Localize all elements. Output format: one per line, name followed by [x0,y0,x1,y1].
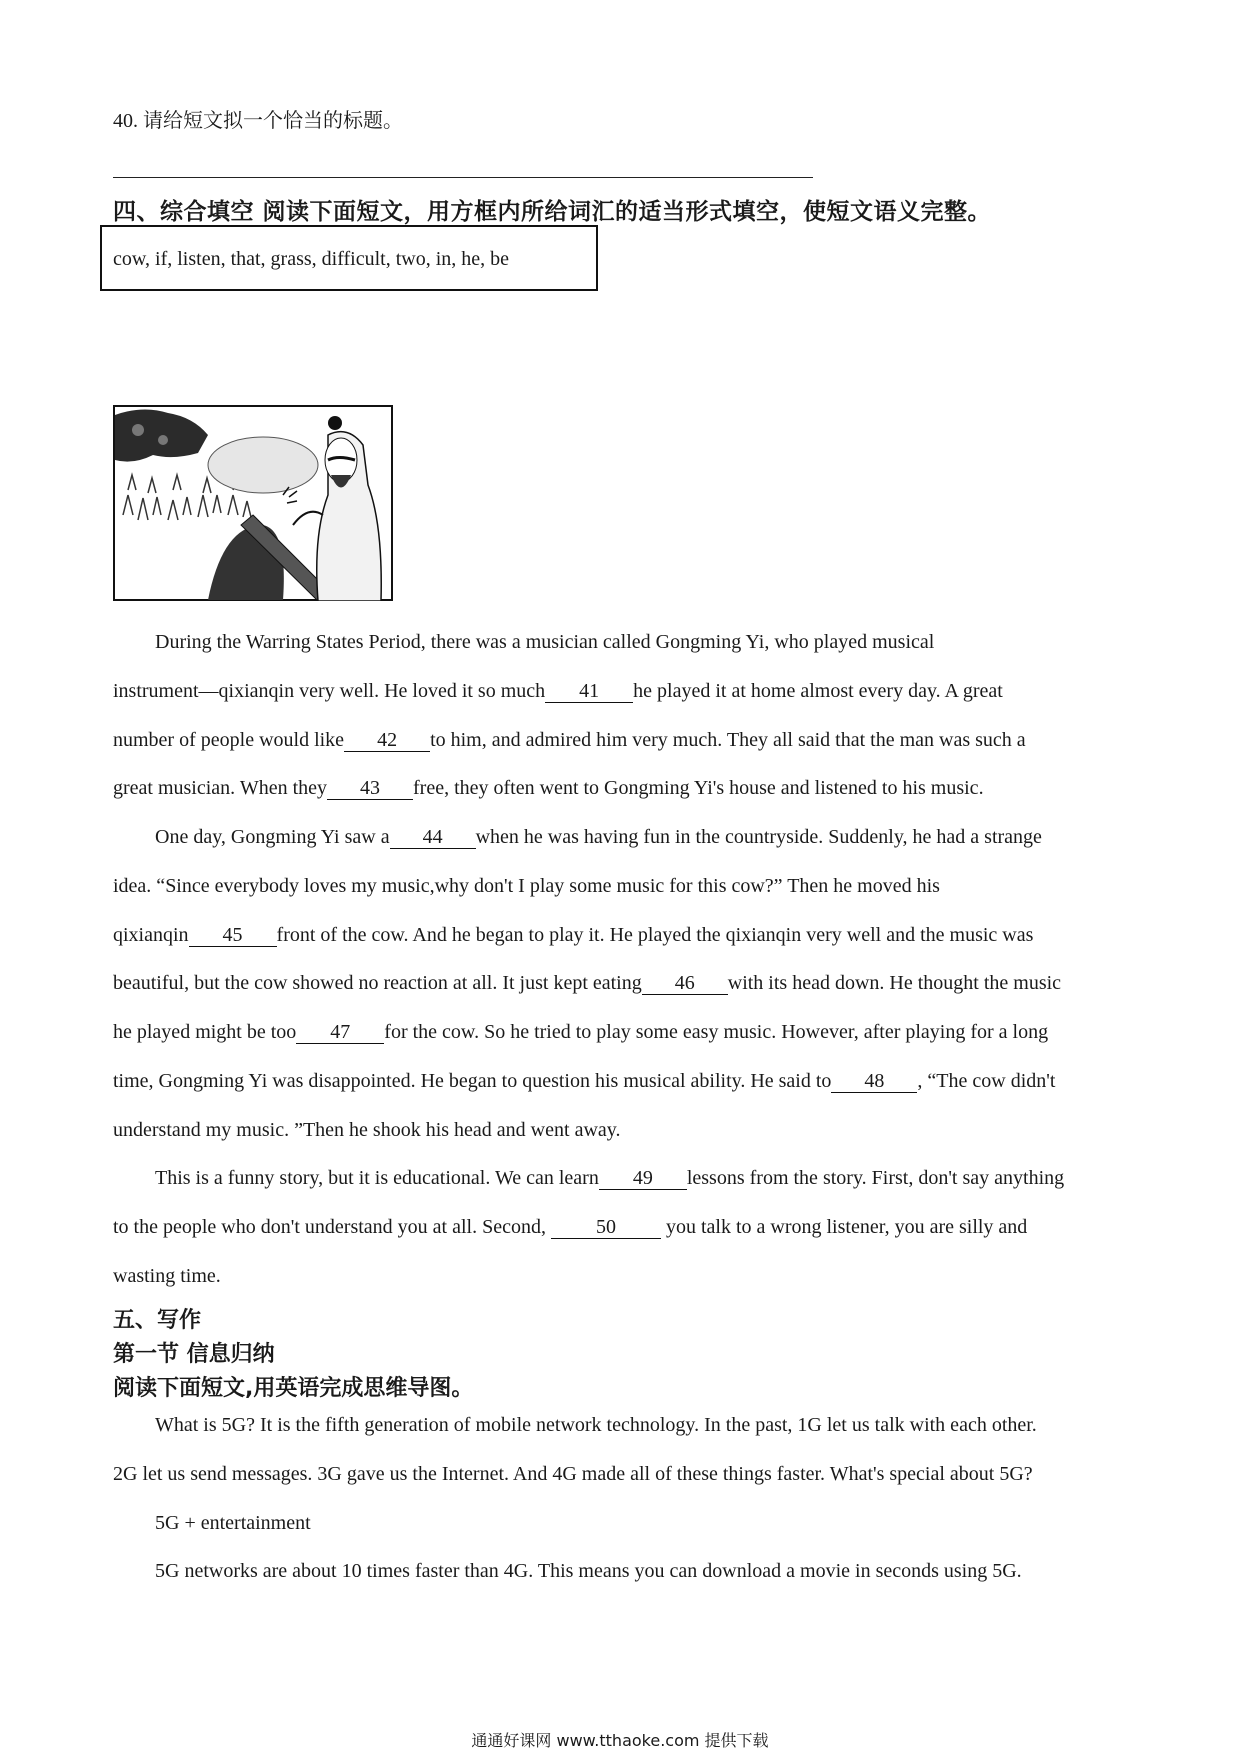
text-line: 2G let us send messages. 3G gave us the Internet. And 4G made all of these things faster. What's special about 5G? [113,1462,1033,1485]
text-line: to the people who don't understand you at all. Second, 50 you talk to a wrong listener, you are silly and [113,1215,1028,1238]
blank-44[interactable]: 44 [390,826,476,849]
section-5-instruction: 阅读下面短文,用英语完成思维导图。 [113,1376,474,1401]
illustration-musician-cow [113,405,393,601]
passage-paragraph-1 [113,618,1133,813]
blank-41[interactable]: 41 [545,680,633,703]
question-40: 40. 请给短文拟一个恰当的标题。 [113,110,403,132]
blank-49[interactable]: 49 [599,1167,687,1190]
text-line: instrument—qixianqin very well. He loved it so much 41 he played it at home almost every day. A great [113,679,1003,702]
blank-42[interactable]: 42 [344,729,430,752]
5g-passage [113,1401,1133,1596]
blank-45[interactable]: 45 [189,924,277,947]
word-box [100,225,598,291]
text-line: he played might be too 47 for the cow. So he tried to play some easy music. However, after playing for a long [113,1021,1049,1044]
section-5-subheading: 第一节 信息归纳 [113,1342,275,1367]
blank-46[interactable]: 46 [642,972,728,995]
text-line: wasting time. [113,1264,221,1287]
text-line: One day, Gongming Yi saw a 44 when he was having fun in the countryside. Suddenly, he had a strange [155,826,1042,848]
text-line: great musician. When they 43 free, they often went to Gongming Yi's house and listened to his music. [113,777,984,800]
text-line: idea. “Since everybody loves my music,why don't I play some music for this cow?” Then he moved his [113,874,940,897]
text-line: understand my music. ”Then he shook his head and went away. [113,1118,621,1141]
text-line: time, Gongming Yi was disappointed. He began to question his musical ability. He said to 48 , “The cow didn't [113,1069,1056,1092]
blank-47[interactable]: 47 [296,1021,384,1044]
text-line: During the Warring States Period, there was a musician called Gongming Yi, who played musical [155,631,935,653]
answer-line [113,177,813,178]
blank-50[interactable]: 50 [551,1216,661,1239]
word-box-text: cow, if, listen, that, grass, difficult, two, in, he, be [113,248,510,270]
text-line: What is 5G? It is the fifth generation of mobile network technology. In the past, 1G let us talk with each other. [155,1414,1037,1436]
text-line: This is a funny story, but it is educational. We can learn 49 lessons from the story. First, don't say anything [155,1167,1065,1189]
text-line: number of people would like 42 to him, and admired him very much. They all said that the man was such a [113,728,1026,751]
footer-watermark: 通通好课网 www.tthaoke.com 提供下载 [471,1731,769,1750]
blank-48[interactable]: 48 [831,1070,917,1093]
text-line: qixianqin 45 front of the cow. And he began to play it. He played the qixianqin very well and the music was [113,923,1034,946]
section-4-heading: 四、综合填空 阅读下面短文，用方框内所给词汇的适当形式填空，使短文语义完整。 [113,199,992,225]
text-line: 5G networks are about 10 times faster than 4G. This means you can download a movie in seconds using 5G. [155,1560,1022,1583]
passage-paragraph-2 [113,813,1133,1155]
blank-43[interactable]: 43 [327,777,413,800]
text-line: beautiful, but the cow showed no reaction at all. It just kept eating 46 with its head down. He thought the music [113,972,1062,995]
passage-paragraph-3 [113,1154,1133,1300]
section-5-heading: 五、写作 [113,1308,202,1333]
text-line: 5G + entertainment [155,1511,311,1534]
